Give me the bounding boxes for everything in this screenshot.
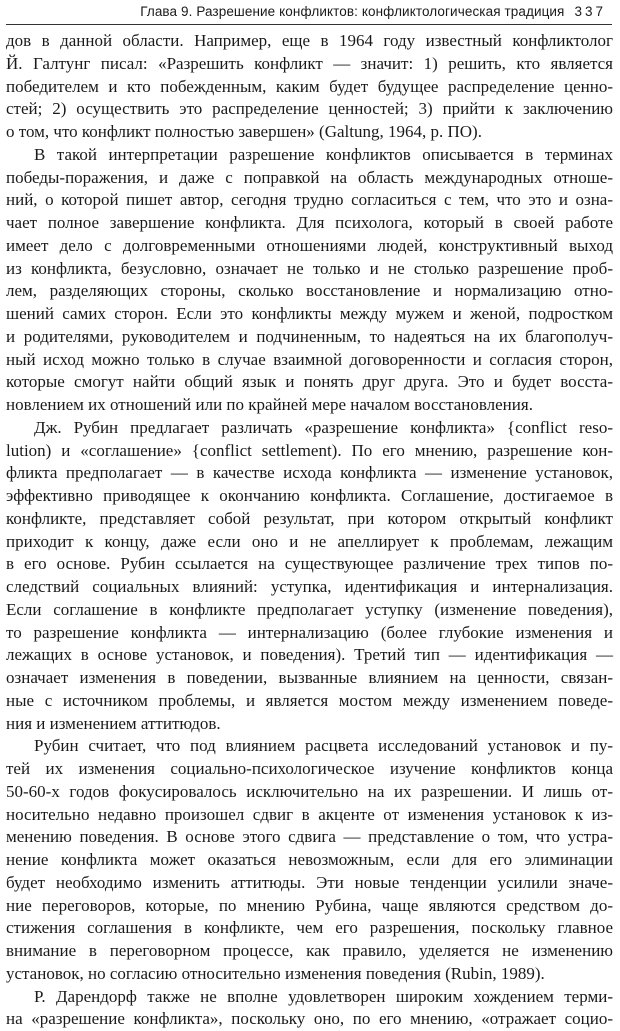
header-rule (6, 24, 612, 25)
text-line: означает изменения в поведении, вызванные влиянием на ценности, связан- (6, 668, 613, 687)
text-line: на «разрешение конфликта», поскольку оно, по его мнению, «отражает социо- (6, 1009, 613, 1029)
body-text (6, 30, 613, 1031)
text-line: приходит к концу, даже если оно и не апеллирует к проблемам, лежащим (6, 531, 613, 551)
text-line: то разрешение конфликта — интернализацию (более глубокие изменения и (6, 622, 613, 642)
text-line: лежащих в основе установок, и поведения). Третий тип — идентификация — (6, 645, 613, 665)
text-line: В такой интерпретации разрешение конфликтов описывается в терминах (34, 144, 613, 164)
text-line: из конфликта, безусловно, означает не только и не столько разрешение проб- (6, 258, 613, 278)
text-line: ний, о которой пишет автор, сегодня трудно согласиться с тем, что это и озна- (6, 190, 613, 210)
text-line: в его основе. Рубин ссылается на существующее различение трех типов по- (6, 554, 613, 574)
text-line: Рубин считает, что под влиянием расцвета исследований установок и пу- (34, 736, 613, 756)
text-line: тей их изменения социально-психологическое изучение конфликтов конца (6, 759, 613, 778)
text-line: следствий социальных влияний: уступка, идентификация и интернализация. (6, 577, 613, 596)
text-line: о том, что конфликт полностью завершен» (Galtung, 1964, p. ПО). (6, 122, 482, 141)
text-line: Р. Дарендорф также не вполне удовлетворен широким хождением терми- (34, 986, 613, 1006)
text-line: установок, но согласию относительно изменения поведения (Rubin, 1989). (6, 963, 545, 983)
text-line: новлением их отношений или по крайней мере началом восстановления. (6, 395, 533, 414)
text-line: ние переговоров, которые, по мнению Рубина, чаще являются средством до- (6, 895, 613, 915)
text-line: нение конфликта может оказаться невозможным, если для его элиминации (6, 850, 613, 869)
text-line: lution) и «соглашение» {conflict settlement). По его мнению, разрешение кон- (6, 440, 613, 460)
text-line: шений самих сторон. Если это конфликты между мужем и женой, подростком (6, 304, 613, 323)
text-line: победителем и кто побежденным, каким будет будущее распределение ценно- (6, 76, 613, 96)
text-line: Й. Галтунг писал: «Разрешить конфликт — значит: 1) решить, кто является (6, 53, 613, 73)
page-number: 337 (574, 4, 606, 19)
text-line: которые смогут найти общий язык и понять друг друга. Это и будет восста- (6, 372, 613, 392)
text-line: стей; 2) осуществить это распределение ценностей; 3) прийти к заключению (6, 99, 613, 119)
text-line: менению поведения. В основе этого сдвига — представление о том, что устра- (6, 827, 613, 847)
text-line: носительно недавно произошел сдвиг в акценте от изменения установок к из- (6, 804, 613, 824)
text-line: дов в данной области. Например, еще в 1964 году известный конфликтолог (6, 31, 613, 50)
text-line: внимание в переговорном процессе, как правило, уделяется не изменению (6, 941, 613, 960)
text-line: победы-поражения, и даже с поправкой на область международных отноше- (6, 167, 613, 187)
text-line: чает полное завершение конфликта. Для психолога, который в своей работе (6, 213, 613, 232)
running-title: Глава 9. Разрешение конфликтов: конфликтологическая традиция (140, 4, 565, 19)
text-line: имеет дело с долговременными отношениями людей, конструктивный выход (6, 235, 613, 255)
text-line: и родителями, руководителем и подчиненным, то надеяться на их благополуч- (6, 326, 613, 346)
text-line: 50-60-х годов фокусировалось исключительно на их разрешении. И лишь от- (6, 781, 613, 801)
text-line: фликта предполагает — в качестве исхода конфликта — изменение установок, (6, 463, 613, 483)
text-line: Дж. Рубин предлагает различать «разрешение конфликта» {conflict reso- (34, 417, 613, 437)
text-line: ные с источником проблемы, и является мостом между изменением поведе- (6, 690, 613, 710)
running-header (0, 4, 606, 19)
text-line: ный исход можно только в случае взаимной договоренности и согласия сторон, (6, 349, 613, 369)
text-line: лем, разделяющих стороны, сколько восстановление и нормализацию отно- (6, 281, 613, 301)
text-line: эффективно приводящее к окончанию конфликта. Соглашение, достигаемое в (6, 486, 613, 505)
text-line: будет необходимо изменить аттитюды. Эти новые тенденции усилили значе- (6, 872, 613, 892)
text-line: конфликте, представляет собой результат, при котором открытый конфликт (6, 508, 613, 528)
text-line: Если соглашение в конфликте предполагает уступку (изменение поведения), (6, 599, 613, 619)
text-line: ния и изменением аттитюдов. (6, 713, 221, 733)
text-line: стижения соглашения в конфликте, чем его разрешения, поскольку главное (6, 918, 613, 938)
